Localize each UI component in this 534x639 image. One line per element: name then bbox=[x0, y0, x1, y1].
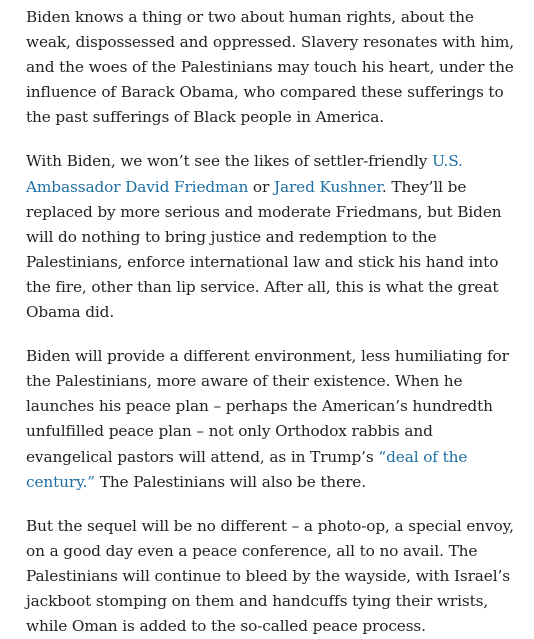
link-deal-of-the-century[interactable]: “deal of the century.” bbox=[26, 447, 468, 491]
paragraph-4: But the sequel will be no different – a photo-op, a special envoy, on a good day even a peace conference, all to no avail. The Palestinians will continue to bleed by the wayside, with Israel’s jackboot stomping on them and handcuffs tying their wrists, while Oman is added to the so-called peace process. bbox=[26, 516, 514, 636]
link-us-ambassador-david-friedman[interactable]: U.S. Ambassador David Friedman bbox=[26, 152, 463, 196]
paragraph-3-text-1: Biden will provide a different environment, less humiliating for the Palestinians, more aware of their existence. When he launches his peace plan – perhaps the American’s hundredth unfulfilled peace plan – not only Orthodox rabbis and evangelical pastors will attend, as in Trump’s bbox=[26, 347, 509, 466]
link-jared-kushner[interactable]: Jared Kushner bbox=[273, 177, 382, 196]
paragraph-2-text-2: or bbox=[248, 177, 274, 196]
paragraph-3-text-2: The Palestinians will also be there. bbox=[95, 472, 366, 491]
paragraph-2-text-1: With Biden, we won’t see the likes of settler-friendly bbox=[26, 152, 433, 171]
paragraph-1: Biden knows a thing or two about human rights, about the weak, dispossessed and oppressed. Slavery resonates with him, and the woes of the Palestinians may touch his heart, under the influence of Barack Obama, who compared these sufferings to the past sufferings of Black people in America. bbox=[26, 8, 514, 127]
paragraph-2 bbox=[26, 149, 520, 325]
paragraph-3 bbox=[26, 344, 520, 495]
paragraph-2-text-3: . They’ll be replaced by more serious and moderate Friedmans, but Biden will do nothing to bring justice and redemption to the Palestinians, enforce international law and stick his hand into the fire, other than lip service. After all, this is what the great Obama did. bbox=[26, 177, 502, 322]
